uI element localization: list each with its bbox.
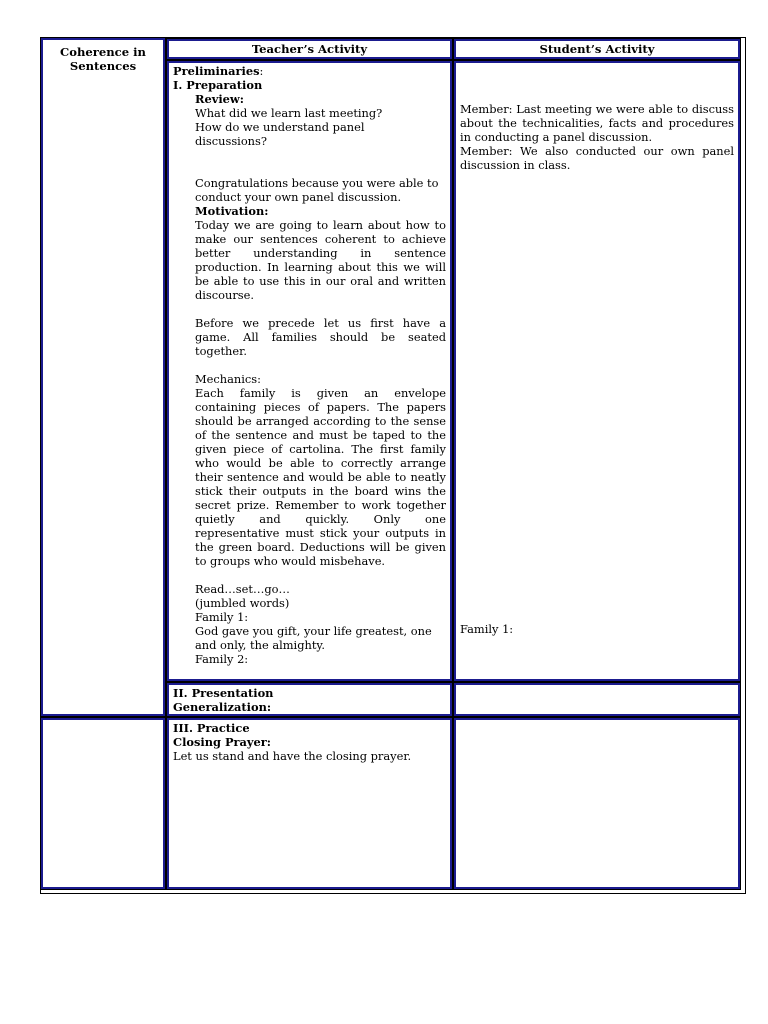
closing-prayer-text: Let us stand and have the closing prayer. [173, 749, 412, 763]
practice-heading: III. Practice [173, 721, 250, 735]
review-question-2: How do we understand panel discussions? [195, 120, 365, 148]
presentation-student-cell [453, 682, 741, 717]
student-header-cell [453, 38, 741, 60]
presentation-heading: II. Presentation [173, 686, 274, 700]
practice-student-cell [453, 717, 741, 890]
mechanics-heading: Mechanics: [195, 372, 261, 386]
practice-cell [166, 717, 453, 890]
family-2-label: Family 2: [195, 652, 249, 666]
preparation-heading: I. Preparation [173, 78, 263, 92]
student-member-answer-2: Member: We also conducted our own panel discussion in class. [460, 144, 734, 172]
ready-set-go: Read…set…go… [195, 582, 290, 596]
subject-cell [40, 37, 166, 717]
student-family-1-label: Family 1: [460, 622, 514, 636]
game-instructions: Before we precede let us first have a game. All families should be seated together. [195, 316, 446, 358]
jumbled-words-label: (jumbled words) [195, 596, 290, 610]
family-1-label: Family 1: [195, 610, 249, 624]
congratulations-text: Congratulations because you were able to conduct your own panel discussion. [195, 176, 439, 204]
motivation-text: Today we are going to learn about how to make our sentences coherent to achieve better understanding in sentence production. In learning about this we will be able to use this in our oral and written discourse. [195, 218, 446, 302]
presentation-cell [166, 682, 453, 717]
preliminaries-heading: Preliminaries [173, 64, 260, 78]
review-heading: Review: [195, 92, 244, 106]
teacher-activity-cell: Preliminaries: I. Preparation Review: What did we learn last meeting? How do we understand panel discussions? Congratulations because you were able to conduct your own panel discussion. Motivation: Today we are going to learn about how to make our sentences coherent to achieve better understanding in sentence production. In learning about this we will be able to use this in our oral and written discourse. Before we precede let us first have a game. All families should be seated together. Mechanics: Each family is given an envelope containing pieces of papers. The papers should be arranged according to the sense of the sentence and must be taped to the given piece of cartolina. The first family who would be able to correctly arrange their sentence and would be able to neatly stick their outputs in the board wins the secret prize. Remember to work together quietly and quickly. Only one representative must stick your outputs in the green board. Deductions will be given to groups who would misbehave. Read…set…go… (jumbled words) Family 1: God gave you gift, your life greatest, one and only, the almighty. Family 2: [166, 60, 453, 682]
subject-cell-empty [40, 717, 166, 890]
motivation-heading: Motivation: [195, 204, 269, 218]
family-1-sentence: God gave you gift, your life greatest, one and only, the almighty. [195, 624, 432, 652]
closing-prayer-heading: Closing Prayer: [173, 735, 271, 749]
student-header: Student’s Activity [539, 42, 655, 56]
student-member-answer-1: Member: Last meeting we were able to discuss about the technicalities, facts and procedures in conducting a panel discussion. [460, 102, 734, 144]
teacher-header-cell [166, 38, 453, 60]
generalization-heading: Generalization: [173, 700, 272, 713]
subject-title: Coherence in Sentences [60, 45, 146, 73]
teacher-header: Teacher’s Activity [251, 42, 368, 56]
student-activity-cell [453, 60, 741, 682]
review-question-1: What did we learn last meeting? [195, 106, 383, 120]
mechanics-text: Each family is given an envelope containing pieces of papers. The papers should be arranged according to the sense of the sentence and must be taped to the given piece of cartolina. The first family who would be able to correctly arrange their sentence and would be able to neatly stick their outputs in the board wins the secret prize. Remember to work together quietly and quickly. Only one representative must stick your outputs in the green board. Deductions will be given to groups who would misbehave. [195, 386, 446, 568]
